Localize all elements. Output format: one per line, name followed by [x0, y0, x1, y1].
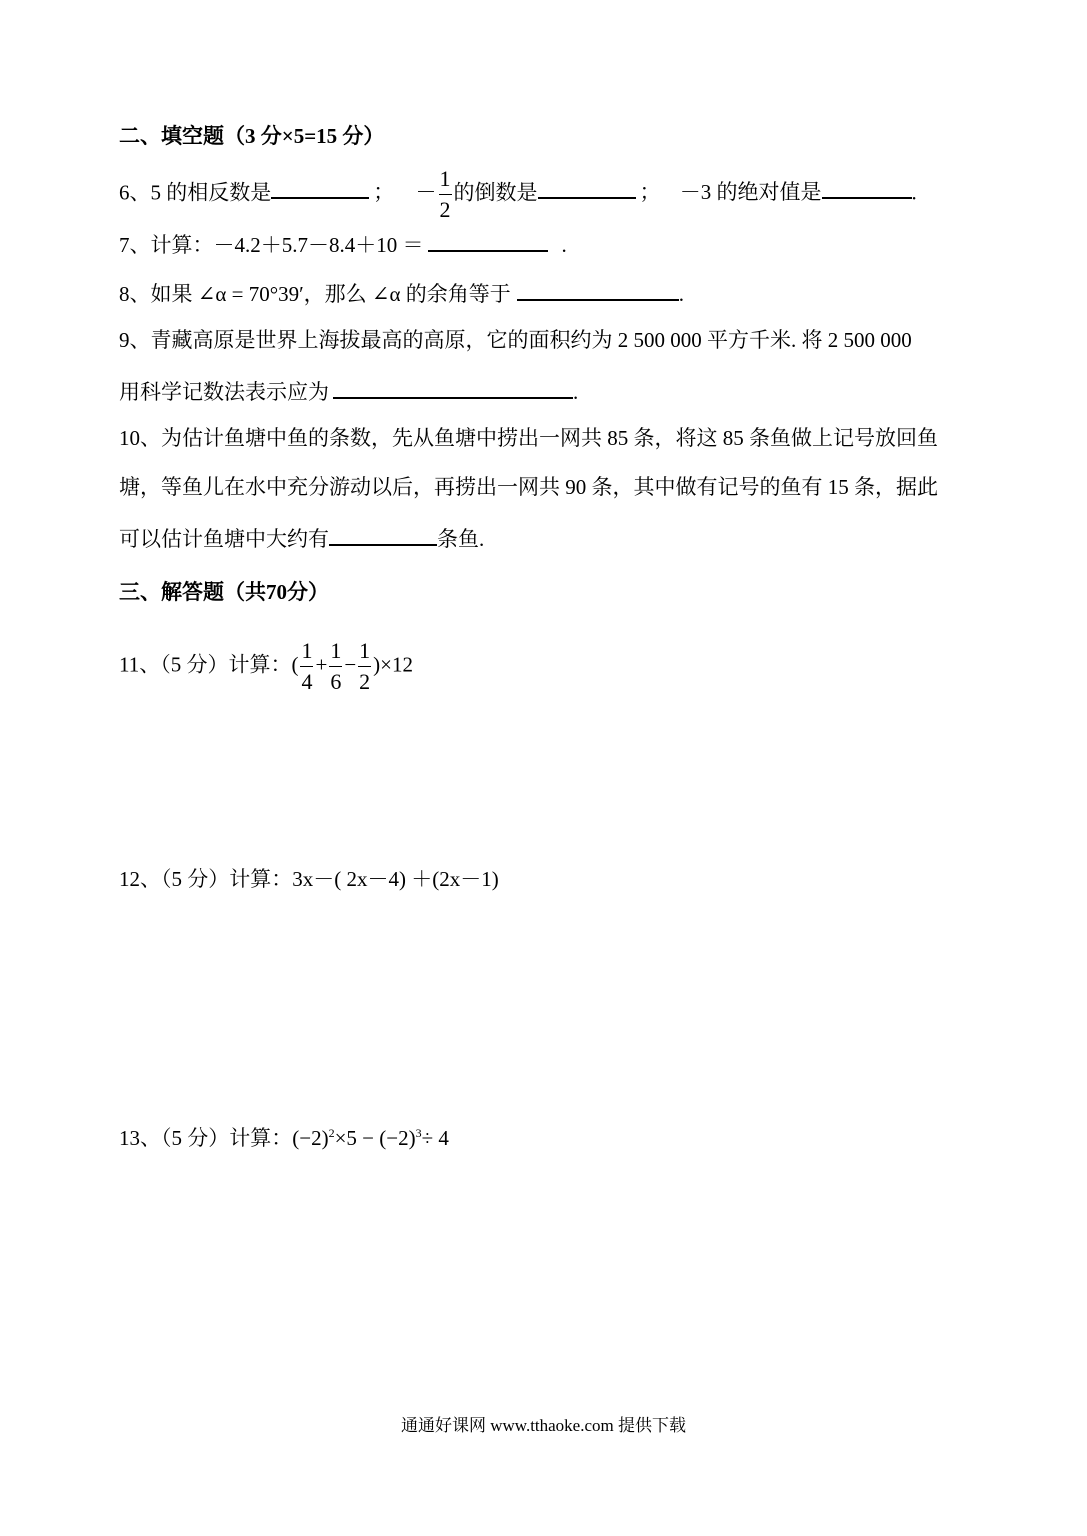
q6-fraction	[439, 168, 452, 221]
q10-end: 条鱼.	[437, 527, 485, 551]
q8-end: .	[678, 282, 685, 306]
section-heading-fill-blank: 二、填空题（3 分×5=15 分）	[119, 124, 385, 148]
q6-frac-den: 2	[439, 197, 451, 222]
question-9-line-2	[119, 379, 578, 403]
q6-blank-3[interactable]	[822, 179, 912, 199]
q11-f2-num: 1	[329, 640, 342, 667]
q11-open: (	[291, 652, 299, 677]
q10-blank[interactable]	[329, 526, 437, 546]
q12-expression: 3x－( 2x－4) ＋(2x－1)	[292, 867, 499, 891]
q11-minus: −	[344, 652, 357, 677]
q11-fraction-3	[358, 640, 371, 693]
q13-term-3: ÷ 4	[421, 1126, 449, 1150]
q11-f1-den: 4	[301, 669, 313, 694]
q10-text: 可以估计鱼塘中大约有	[119, 527, 329, 551]
q11-f1-num: 1	[300, 640, 313, 667]
q11-fraction-1	[300, 640, 313, 693]
question-10-line-1: 10、为估计鱼塘中鱼的条数，先从鱼塘中捞出一网共 85 条，将这 85 条鱼做上记号放回鱼	[119, 426, 938, 450]
page-footer: 通通好课网 www.tthaoke.com 提供下载	[400, 1416, 687, 1435]
q13-prefix: 13、（5 分）计算：	[119, 1126, 293, 1150]
q13-exponent-2: 3	[415, 1126, 422, 1140]
q6-sep1: ；	[373, 180, 395, 205]
question-11	[119, 640, 413, 693]
q6-part3: －3 的绝对值是	[679, 180, 822, 205]
q9-blank[interactable]	[333, 379, 573, 399]
q6-frac-num: 1	[439, 168, 452, 195]
q11-prefix: 11、（5 分）计算：	[119, 652, 292, 677]
question-7	[119, 232, 567, 256]
q6-blank-1[interactable]	[271, 179, 369, 199]
question-13	[119, 1127, 449, 1149]
q6-minus: －	[415, 180, 437, 205]
question-12	[119, 869, 499, 890]
question-8	[119, 281, 684, 305]
q6-blank-2[interactable]	[538, 179, 636, 199]
question-10-line-3	[119, 526, 484, 550]
q6-sep2: ；	[639, 180, 661, 205]
q7-end: .	[561, 233, 567, 257]
q11-plus: +	[315, 652, 328, 677]
q6-part1: 6、5 的相反数是	[119, 180, 272, 205]
q11-fraction-2	[329, 640, 342, 693]
q7-text: 7、计算：－4.2＋5.7－8.4＋10 ＝	[119, 233, 424, 257]
question-9-line-1: 9、青藏高原是世界上海拔最高的高原，它的面积约为 2 500 000 平方千米. 将 2 500 000	[119, 328, 912, 352]
q13-term-2: ×5 − (−2)	[334, 1126, 416, 1150]
q11-close: )×12	[373, 652, 414, 677]
q13-exponent-1: 2	[328, 1126, 335, 1140]
q9-text: 用科学记数法表示应为	[119, 380, 329, 404]
q8-text: 8、如果 ∠α = 70°39′，那么 ∠α 的余角等于	[119, 282, 511, 306]
q13-term-1: (−2)	[292, 1126, 329, 1150]
q6-part2: 的倒数是	[453, 180, 538, 205]
q7-blank[interactable]	[428, 232, 548, 252]
q11-f2-den: 6	[330, 669, 342, 694]
question-6	[119, 168, 917, 221]
q6-end: .	[911, 180, 917, 205]
q8-blank[interactable]	[517, 281, 679, 301]
section-heading-solve: 三、解答题（共70分）	[119, 580, 329, 604]
q11-f3-num: 1	[358, 640, 371, 667]
q9-end: .	[573, 380, 579, 404]
q11-f3-den: 2	[359, 669, 371, 694]
q12-prefix: 12、（5 分）计算：	[119, 867, 293, 891]
question-10-line-2: 塘，等鱼儿在水中充分游动以后，再捞出一网共 90 条，其中做有记号的鱼有 15 条，据此	[119, 475, 938, 499]
